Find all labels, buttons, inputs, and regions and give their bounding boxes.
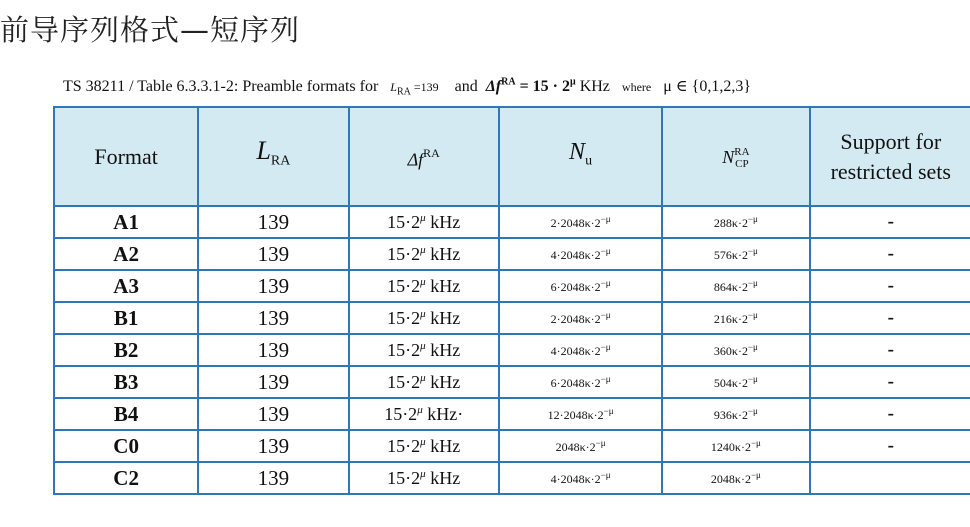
cell-support: - (810, 366, 970, 398)
header-format: Format (54, 107, 198, 206)
cell-format: A2 (54, 238, 198, 270)
cell-format: B3 (54, 366, 198, 398)
header-lra: $L_{RA}$ (198, 107, 348, 206)
cell-nu: $2\cdot 2048\kappa\cdot 2^{-\mu}$ (499, 206, 662, 238)
table-row (54, 302, 970, 334)
cell-subcarrier-spacing: $15\cdot 2^\mu$ kHz (349, 302, 499, 334)
table-header-row (54, 107, 970, 206)
cell-subcarrier-spacing: $15\cdot 2^\mu$ kHz (349, 270, 499, 302)
cell-ncp: $504\kappa\cdot 2^{-\mu}$ (662, 366, 809, 398)
cell-subcarrier-spacing: $15\cdot 2^\mu$ kHz· (349, 398, 499, 430)
table-row (54, 462, 970, 494)
cell-ncp: $1240\kappa\cdot 2^{-\mu}$ (662, 430, 809, 462)
caption-delta-eq: = 15 · 2 (515, 78, 571, 95)
cell-lra: 139 (198, 334, 348, 366)
cell-ncp: $864\kappa\cdot 2^{-\mu}$ (662, 270, 809, 302)
slide-title: 前导序列格式—短序列 (0, 13, 301, 47)
caption-delta-sup: RA (501, 76, 516, 88)
caption-lra-symbol: L (390, 80, 397, 94)
cell-ncp: $360\kappa\cdot 2^{-\mu}$ (662, 334, 809, 366)
header-delta-f: $\Delta f^{RA}$ (349, 107, 499, 206)
cell-support (810, 462, 970, 494)
caption-delta-mu: μ (570, 76, 576, 88)
cell-support: - (810, 302, 970, 334)
table-row (54, 398, 970, 430)
header-nu: $N_u$ (499, 107, 662, 206)
cell-support: - (810, 270, 970, 302)
caption-lra-sub: RA (396, 86, 411, 98)
cell-nu: $2\cdot 2048\kappa\cdot 2^{-\mu}$ (499, 302, 662, 334)
cell-support: - (810, 206, 970, 238)
cell-lra: 139 (198, 270, 348, 302)
cell-format: C2 (54, 462, 198, 494)
table-row (54, 366, 970, 398)
cell-subcarrier-spacing: $15\cdot 2^\mu$ kHz (349, 206, 499, 238)
cell-nu: $4\cdot 2048\kappa\cdot 2^{-\mu}$ (499, 462, 662, 494)
cell-support: - (810, 238, 970, 270)
cell-nu: $4\cdot 2048\kappa\cdot 2^{-\mu}$ (499, 238, 662, 270)
caption-delta-symbol: Δf (485, 78, 502, 95)
cell-subcarrier-spacing: $15\cdot 2^\mu$ kHz (349, 238, 499, 270)
cell-format: A1 (54, 206, 198, 238)
cell-ncp: $576\kappa\cdot 2^{-\mu}$ (662, 238, 809, 270)
cell-ncp: $936\kappa\cdot 2^{-\mu}$ (662, 398, 809, 430)
cell-subcarrier-spacing: $15\cdot 2^\mu$ kHz (349, 462, 499, 494)
cell-nu: $2048\kappa\cdot 2^{-\mu}$ (499, 430, 662, 462)
caption-mu-set: μ ∈ {0,1,2,3} (663, 78, 752, 95)
cell-lra: 139 (198, 206, 348, 238)
cell-lra: 139 (198, 238, 348, 270)
cell-format: C0 (54, 430, 198, 462)
table-row (54, 238, 970, 270)
cell-lra: 139 (198, 398, 348, 430)
cell-format: A3 (54, 270, 198, 302)
cell-ncp: $2048\kappa\cdot 2^{-\mu}$ (662, 462, 809, 494)
cell-format: B1 (54, 302, 198, 334)
cell-ncp: $288\kappa\cdot 2^{-\mu}$ (662, 206, 809, 238)
header-support: Support for restricted sets (810, 107, 970, 206)
table-row (54, 270, 970, 302)
preamble-format-table (53, 106, 970, 495)
cell-nu: $12\cdot 2048\kappa\cdot 2^{-\mu}$ (499, 398, 662, 430)
cell-subcarrier-spacing: $15\cdot 2^\mu$ kHz (349, 334, 499, 366)
cell-format: B4 (54, 398, 198, 430)
table-row (54, 334, 970, 366)
cell-ncp: $216\kappa\cdot 2^{-\mu}$ (662, 302, 809, 334)
cell-support: - (810, 398, 970, 430)
cell-lra: 139 (198, 430, 348, 462)
cell-lra: 139 (198, 302, 348, 334)
caption-and: and (454, 78, 478, 95)
cell-lra: 139 (198, 366, 348, 398)
caption-unit: KHz (575, 78, 610, 95)
cell-subcarrier-spacing: $15\cdot 2^\mu$ kHz (349, 366, 499, 398)
cell-nu: $6\cdot 2048\kappa\cdot 2^{-\mu}$ (499, 270, 662, 302)
cell-format: B2 (54, 334, 198, 366)
header-ncp: N RA CP (662, 107, 809, 206)
cell-support: - (810, 430, 970, 462)
caption-where: where (621, 80, 652, 94)
cell-lra: 139 (198, 462, 348, 494)
cell-support: - (810, 334, 970, 366)
cell-nu: $4\cdot 2048\kappa\cdot 2^{-\mu}$ (499, 334, 662, 366)
caption-prefix: TS 38211 / Table 6.3.3.1-2: Preamble formats for (63, 78, 379, 95)
cell-nu: $6\cdot 2048\kappa\cdot 2^{-\mu}$ (499, 366, 662, 398)
cell-subcarrier-spacing: $15\cdot 2^\mu$ kHz (349, 430, 499, 462)
table-row (54, 206, 970, 238)
caption-lra-value: =139 (410, 80, 439, 94)
table-row (54, 430, 970, 462)
table-caption (63, 76, 963, 97)
